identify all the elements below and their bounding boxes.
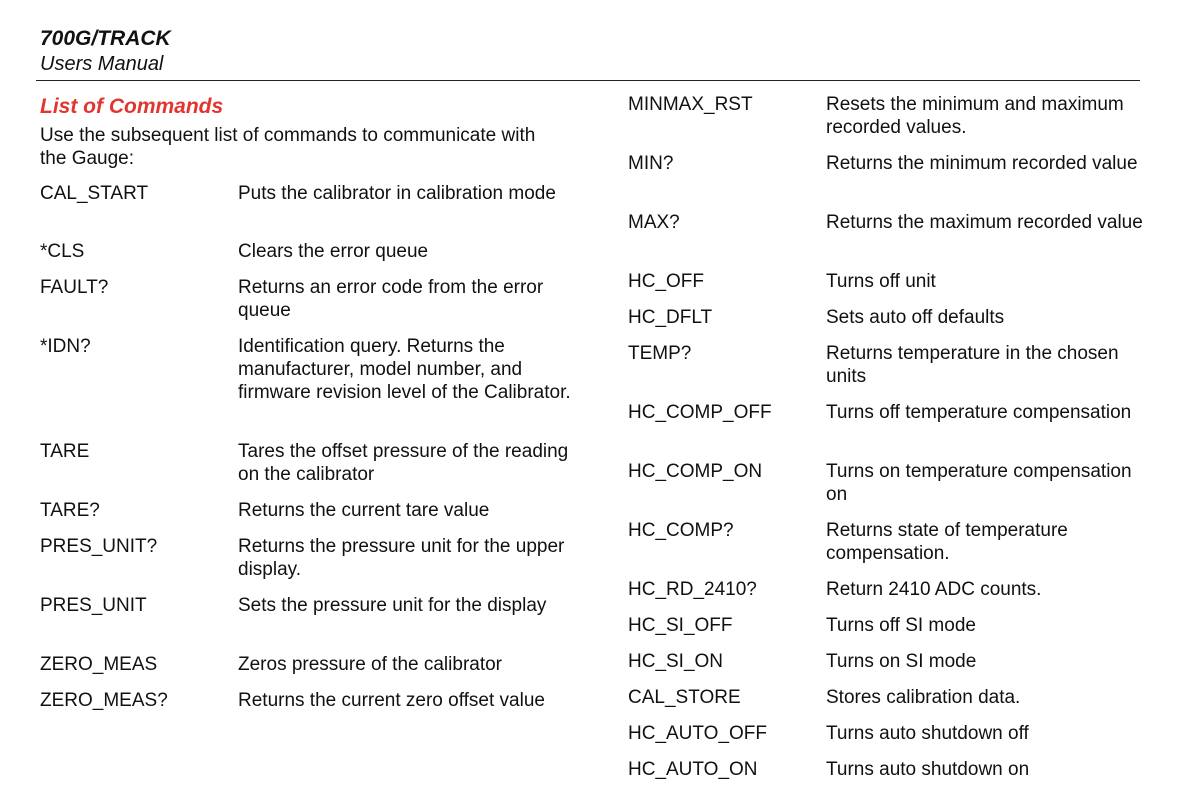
command-name: PRES_UNIT xyxy=(40,595,147,616)
command-description: Sets the pressure unit for the display xyxy=(238,595,547,616)
command-row xyxy=(628,578,1148,614)
command-name: *IDN? xyxy=(40,336,91,357)
command-row xyxy=(628,650,1148,686)
command-description: Returns the current zero offset value xyxy=(238,690,545,711)
command-row xyxy=(628,460,1148,519)
command-description: Returns the current tare value xyxy=(238,500,490,521)
command-name: MAX? xyxy=(628,212,680,233)
command-description: Turns on SI mode xyxy=(826,651,977,672)
command-description: Turns off SI mode xyxy=(826,615,976,636)
command-row xyxy=(628,686,1148,722)
command-name: HC_AUTO_ON xyxy=(628,759,758,780)
command-description: Returns an error code from the error queue xyxy=(238,277,544,321)
command-row xyxy=(40,335,580,440)
section-heading: List of Commands xyxy=(40,95,224,118)
command-description: Tares the offset pressure of the reading on the calibrator xyxy=(238,441,569,485)
command-row xyxy=(40,276,580,335)
command-description: Returns the minimum recorded value xyxy=(826,153,1138,174)
command-row xyxy=(628,270,1148,306)
command-row xyxy=(628,93,1148,152)
command-row xyxy=(628,519,1148,578)
command-name: CAL_START xyxy=(40,183,149,204)
command-description: Turns off temperature compensation xyxy=(826,402,1132,423)
command-row xyxy=(628,152,1148,211)
command-name: MIN? xyxy=(628,153,674,174)
command-row xyxy=(628,306,1148,342)
command-row xyxy=(40,499,580,535)
command-name: HC_SI_OFF xyxy=(628,615,733,636)
command-description: Returns state of temperature compensation. xyxy=(826,520,1068,564)
command-description: Returns temperature in the chosen units xyxy=(826,343,1119,387)
page-header xyxy=(40,26,171,76)
command-name: *CLS xyxy=(40,241,85,262)
document-title: 700G/TRACK xyxy=(40,27,171,50)
command-name: CAL_STORE xyxy=(628,687,741,708)
command-description: Sets auto off defaults xyxy=(826,307,1005,328)
command-row xyxy=(40,182,580,240)
command-description: Stores calibration data. xyxy=(826,687,1021,708)
command-row xyxy=(628,342,1148,401)
command-name: HC_OFF xyxy=(628,271,704,292)
right-command-table xyxy=(628,93,1148,788)
command-row xyxy=(40,689,580,739)
command-name: HC_SI_ON xyxy=(628,651,724,672)
command-name: MINMAX_RST xyxy=(628,94,753,115)
command-row xyxy=(40,440,580,499)
command-name: ZERO_MEAS? xyxy=(40,690,168,711)
command-row xyxy=(628,722,1148,758)
command-description: Turns auto shutdown on xyxy=(826,759,1030,780)
left-command-table xyxy=(40,182,580,739)
left-column xyxy=(40,94,580,739)
command-description: Puts the calibrator in calibration mode xyxy=(238,183,556,204)
command-name: HC_COMP? xyxy=(628,520,734,541)
command-description: Return 2410 ADC counts. xyxy=(826,579,1042,600)
document-subtitle: Users Manual xyxy=(40,53,164,75)
command-name: HC_DFLT xyxy=(628,307,713,328)
command-name: HC_RD_2410? xyxy=(628,579,757,600)
command-description: Clears the error queue xyxy=(238,241,429,262)
command-row xyxy=(40,594,580,653)
command-row xyxy=(628,211,1148,270)
command-name: PRES_UNIT? xyxy=(40,536,158,557)
command-description: Returns the maximum recorded value xyxy=(826,212,1143,233)
command-row xyxy=(628,758,1148,788)
command-description: Resets the minimum and maximum recorded values. xyxy=(826,94,1124,138)
command-name: TARE xyxy=(40,441,90,462)
command-description: Returns the pressure unit for the upper display. xyxy=(238,536,565,580)
command-description: Turns auto shutdown off xyxy=(826,723,1029,744)
command-description: Turns off unit xyxy=(826,271,936,292)
command-name: HC_COMP_ON xyxy=(628,461,763,482)
command-row xyxy=(628,614,1148,650)
command-row xyxy=(40,240,580,276)
command-name: ZERO_MEAS xyxy=(40,654,158,675)
command-description: Turns on temperature compensation on xyxy=(826,461,1132,505)
command-name: TEMP? xyxy=(628,343,692,364)
command-name: TARE? xyxy=(40,500,100,521)
command-name: HC_COMP_OFF xyxy=(628,402,772,423)
command-description: Identification query. Returns the manufacturer, model number, and firmware revision level of the Calibrator. xyxy=(238,336,571,403)
command-row xyxy=(628,401,1148,460)
command-name: HC_AUTO_OFF xyxy=(628,723,768,744)
command-row xyxy=(40,653,580,689)
command-row xyxy=(40,535,580,594)
command-name: FAULT? xyxy=(40,277,109,298)
header-divider xyxy=(36,80,1140,81)
intro-paragraph: Use the subsequent list of commands to communicate with the Gauge: xyxy=(40,125,536,169)
command-description: Zeros pressure of the calibrator xyxy=(238,654,503,675)
